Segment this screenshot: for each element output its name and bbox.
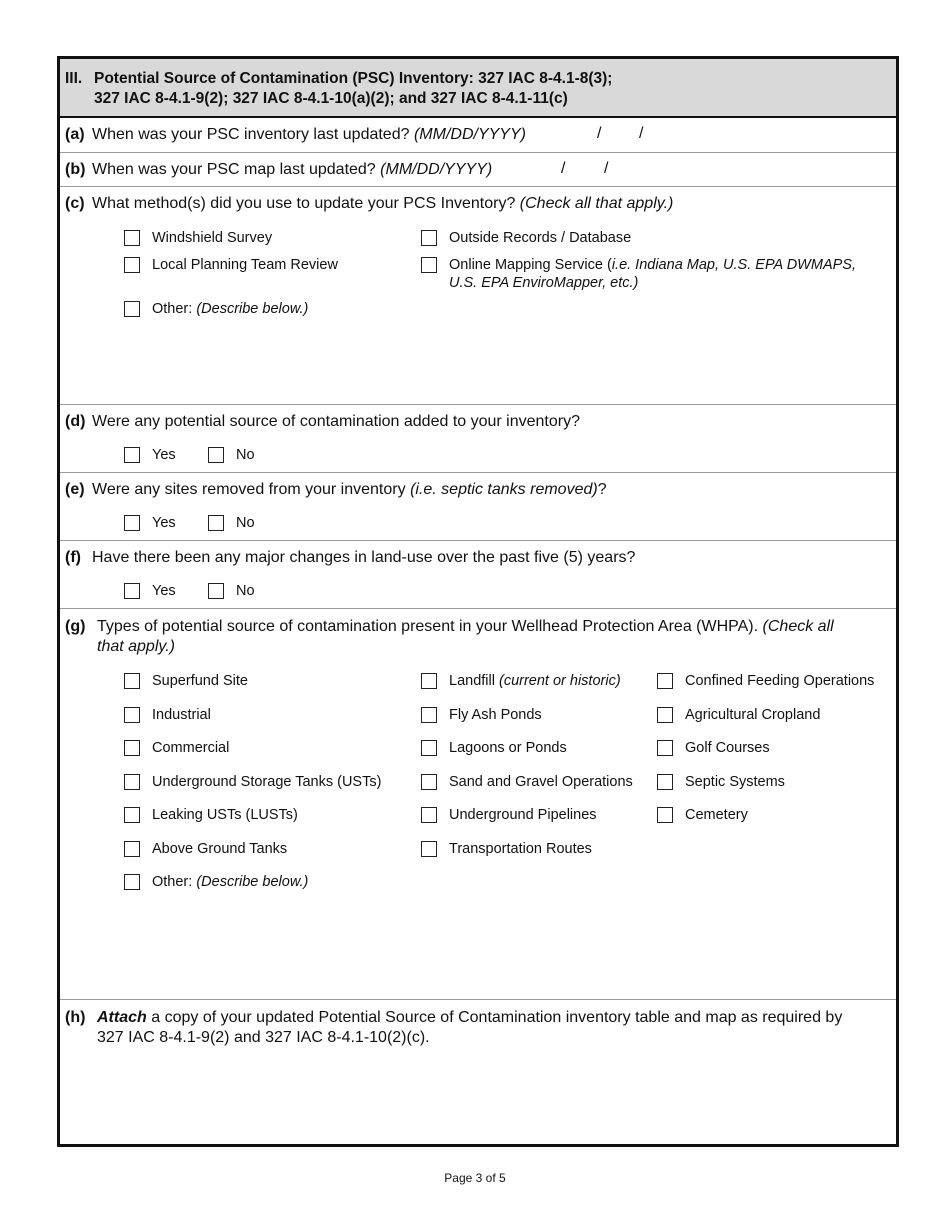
checkbox-f-no[interactable] — [208, 583, 224, 599]
label-local-planning-team: Local Planning Team Review — [152, 257, 338, 273]
question-e-hint: (i.e. septic tanks removed) — [410, 481, 598, 498]
checkbox-septic-systems[interactable] — [657, 774, 673, 790]
question-b-text: When was your PSC map last updated? — [92, 161, 376, 178]
checkbox-agricultural-cropland[interactable] — [657, 707, 673, 723]
question-a — [60, 118, 896, 153]
g-other-hint: (Describe below.) — [196, 874, 309, 890]
checkbox-c-other[interactable] — [124, 301, 140, 317]
label-lusts: Leaking USTs (LUSTs) — [152, 807, 298, 823]
date-b-sep2: / — [604, 160, 609, 177]
checkbox-confined-feeding[interactable] — [657, 673, 673, 689]
checkbox-landfill[interactable] — [421, 673, 437, 689]
label-golf-courses: Golf Courses — [685, 740, 770, 756]
label-e-no: No — [236, 515, 255, 531]
checkbox-online-mapping[interactable] — [421, 257, 437, 273]
label-agricultural-cropland: Agricultural Cropland — [685, 707, 821, 723]
date-a-sep1: / — [597, 125, 602, 142]
label-windshield-survey: Windshield Survey — [152, 230, 273, 246]
label-online-mapping — [449, 256, 894, 292]
label-underground-pipelines: Underground Pipelines — [449, 807, 597, 823]
checkbox-cemetery[interactable] — [657, 807, 673, 823]
checkbox-industrial[interactable] — [124, 707, 140, 723]
question-d-label: (d) — [65, 413, 86, 430]
label-usts: Underground Storage Tanks (USTs) — [152, 774, 382, 790]
psc-inventory-form — [57, 56, 899, 1147]
question-a-hint: (MM/DD/YYYY) — [413, 126, 526, 143]
label-lagoons-ponds: Lagoons or Ponds — [449, 740, 567, 756]
label-superfund-site: Superfund Site — [152, 673, 248, 689]
landfill-hint: (current or historic) — [498, 673, 621, 689]
label-sand-gravel: Sand and Gravel Operations — [449, 774, 633, 790]
checkbox-e-no[interactable] — [208, 515, 224, 531]
question-e-text: Were any sites removed from your inventory — [92, 481, 406, 498]
question-f-label: (f) — [65, 549, 81, 566]
checkbox-e-yes[interactable] — [124, 515, 140, 531]
section-header — [60, 59, 896, 118]
checkbox-fly-ash-ponds[interactable] — [421, 707, 437, 723]
question-h — [60, 1000, 896, 1144]
checkbox-f-yes[interactable] — [124, 583, 140, 599]
label-transportation-routes: Transportation Routes — [449, 841, 592, 857]
question-b-label: (b) — [65, 161, 86, 178]
label-c-other — [152, 300, 308, 318]
question-d — [60, 405, 896, 473]
checkbox-d-yes[interactable] — [124, 447, 140, 463]
section-number: III. — [65, 70, 83, 87]
checkbox-superfund-site[interactable] — [124, 673, 140, 689]
question-c-label: (c) — [65, 195, 85, 212]
checkbox-golf-courses[interactable] — [657, 740, 673, 756]
checkbox-d-no[interactable] — [208, 447, 224, 463]
question-e — [60, 473, 896, 541]
online-mapping-examples1: i.e. Indiana Map, U.S. EPA DWMAPS, — [611, 257, 856, 273]
question-e-tail: ? — [597, 481, 607, 498]
g-other-text: Other: — [152, 874, 193, 890]
label-fly-ash-ponds: Fly Ash Ponds — [449, 707, 542, 723]
label-industrial: Industrial — [152, 707, 211, 723]
label-confined-feeding: Confined Feeding Operations — [685, 673, 875, 689]
online-mapping-examples2: U.S. EPA EnviroMapper, etc.) — [449, 275, 639, 291]
question-f-text: Have there been any major changes in land-use over the past five (5) years? — [92, 549, 636, 566]
question-g-hint1: (Check all — [762, 618, 834, 635]
checkbox-local-planning-team[interactable] — [124, 257, 140, 273]
question-c-text: What method(s) did you use to update your PCS Inventory? — [92, 195, 516, 212]
checkbox-above-ground-tanks[interactable] — [124, 841, 140, 857]
label-septic-systems: Septic Systems — [685, 774, 785, 790]
question-e-label: (e) — [65, 481, 85, 498]
label-commercial: Commercial — [152, 740, 230, 756]
c-other-hint: (Describe below.) — [196, 301, 309, 317]
label-outside-records: Outside Records / Database — [449, 230, 632, 246]
checkbox-sand-gravel[interactable] — [421, 774, 437, 790]
label-e-yes: Yes — [152, 515, 176, 531]
question-a-label: (a) — [65, 126, 85, 143]
question-h-attach: Attach — [97, 1009, 147, 1026]
question-b — [60, 153, 896, 187]
checkbox-usts[interactable] — [124, 774, 140, 790]
checkbox-lusts[interactable] — [124, 807, 140, 823]
section-title-line1: Potential Source of Contamination (PSC) Inventory: 327 IAC 8-4.1-8(3); — [94, 70, 613, 87]
label-landfill — [449, 672, 621, 690]
question-h-text1: a copy of your updated Potential Source of Contamination inventory table and map as required by — [146, 1009, 843, 1026]
label-above-ground-tanks: Above Ground Tanks — [152, 841, 288, 857]
checkbox-g-other[interactable] — [124, 874, 140, 890]
label-cemetery: Cemetery — [685, 807, 748, 823]
question-d-text: Were any potential source of contamination added to your inventory? — [92, 413, 580, 430]
checkbox-transportation-routes[interactable] — [421, 841, 437, 857]
online-mapping-main: Online Mapping Service ( — [449, 257, 612, 273]
question-g — [60, 609, 896, 1000]
label-g-other — [152, 873, 308, 891]
c-other-text: Other: — [152, 301, 193, 317]
date-a-sep2: / — [639, 125, 644, 142]
label-d-yes: Yes — [152, 447, 176, 463]
question-h-label: (h) — [65, 1009, 86, 1026]
section-title-line2: 327 IAC 8-4.1-9(2); 327 IAC 8-4.1-10(a)(2); and 327 IAC 8-4.1-11(c) — [94, 90, 568, 107]
question-c — [60, 187, 896, 405]
checkbox-underground-pipelines[interactable] — [421, 807, 437, 823]
question-f — [60, 541, 896, 609]
question-g-label: (g) — [65, 618, 86, 635]
date-b-sep1: / — [561, 160, 566, 177]
question-c-hint: (Check all that apply.) — [519, 195, 674, 212]
question-g-hint2: that apply.) — [97, 638, 175, 655]
landfill-text: Landfill — [449, 673, 495, 689]
checkbox-commercial[interactable] — [124, 740, 140, 756]
checkbox-outside-records[interactable] — [421, 230, 437, 246]
label-f-no: No — [236, 583, 255, 599]
page-number: Page 3 of 5 — [444, 1171, 506, 1185]
question-b-hint: (MM/DD/YYYY) — [380, 161, 493, 178]
label-d-no: No — [236, 447, 255, 463]
checkbox-windshield-survey[interactable] — [124, 230, 140, 246]
question-g-text: Types of potential source of contamination present in your Wellhead Protection Area (WHPA). — [97, 618, 759, 635]
question-a-text: When was your PSC inventory last updated? — [92, 126, 410, 143]
checkbox-lagoons-ponds[interactable] — [421, 740, 437, 756]
label-f-yes: Yes — [152, 583, 176, 599]
question-h-text2: 327 IAC 8-4.1-9(2) and 327 IAC 8-4.1-10(2)(c). — [97, 1029, 430, 1046]
